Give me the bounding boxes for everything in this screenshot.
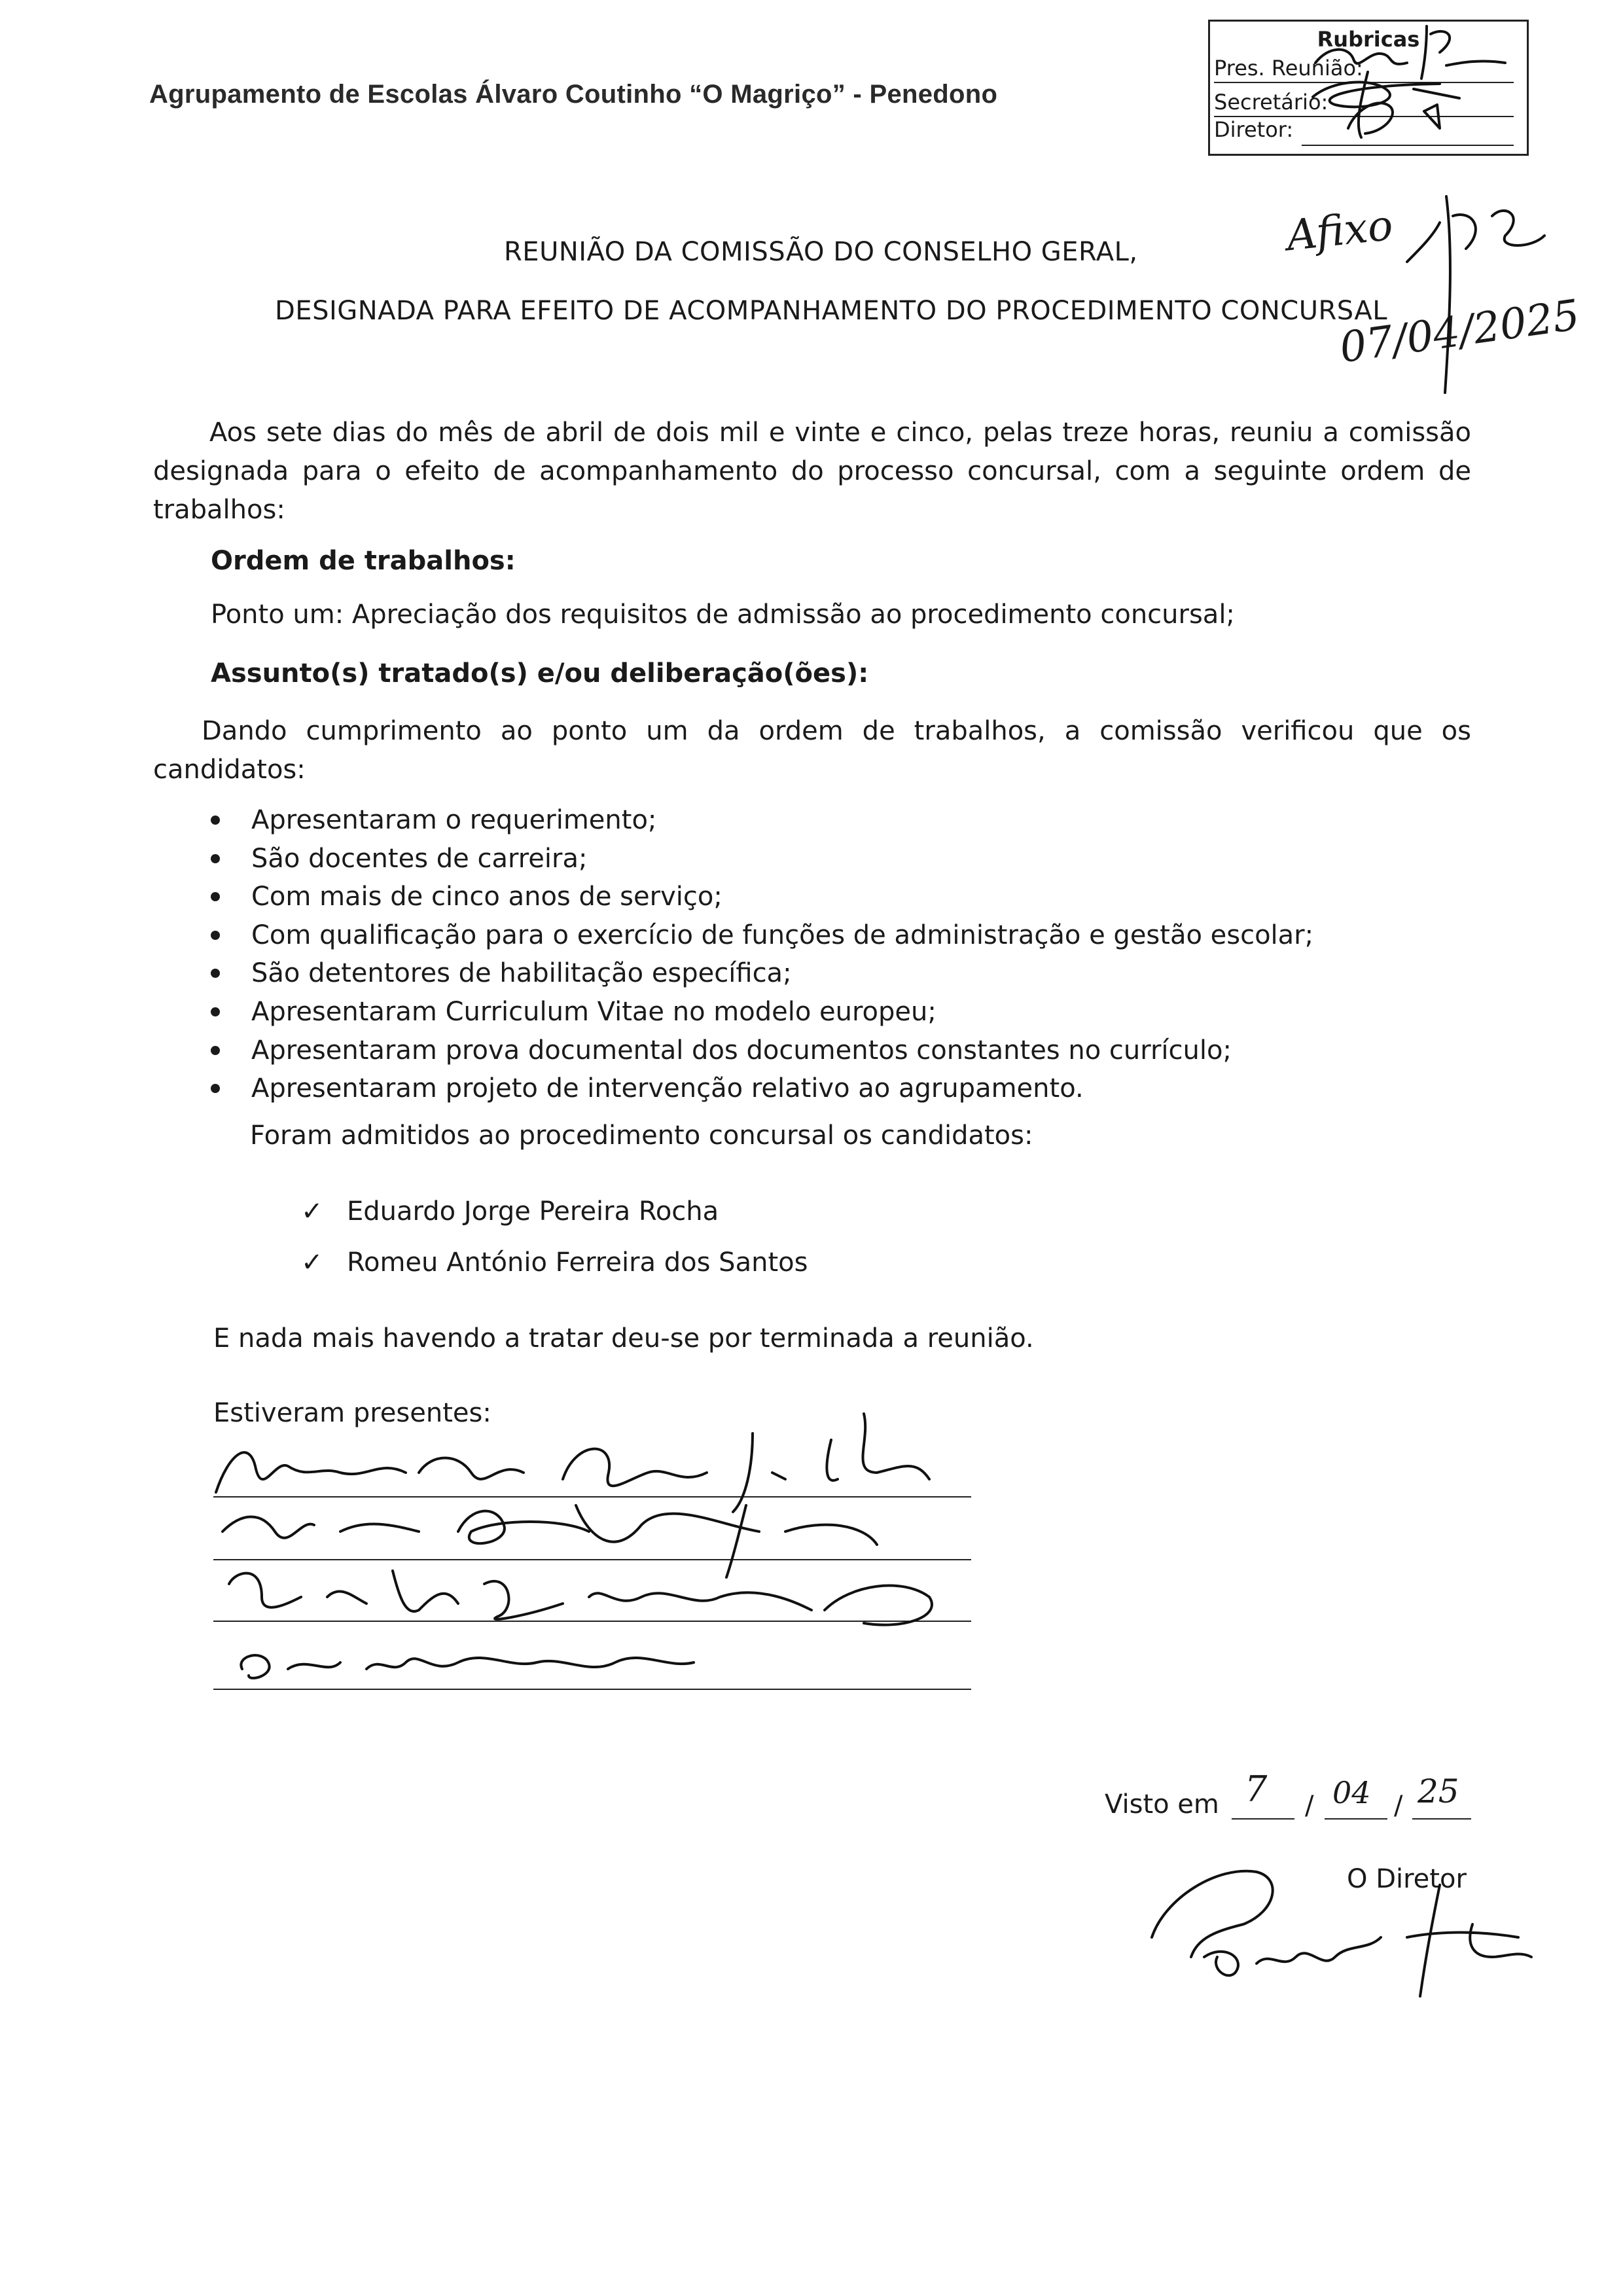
school-name: Agrupamento de Escolas Álvaro Coutinho “O Magriço” - Penedono — [149, 80, 998, 109]
intro-paragraph: Aos sete dias do mês de abril de dois mil e vinte e cinco, pelas treze horas, reuniu a comissão designada para o efeito de acompanhamento do processo concursal, com a seguinte ordem de trabalhos: — [153, 418, 1471, 525]
list-item: Com mais de cinco anos de serviço; — [211, 878, 1313, 916]
checkmark-icon: ✓ — [301, 1196, 323, 1227]
visto-sep: / — [1305, 1791, 1314, 1821]
signature — [1152, 1871, 1531, 1996]
visto-sep: / — [1394, 1791, 1403, 1821]
present-label: Estiveram presentes: — [213, 1398, 491, 1428]
rubricas-title: Rubricas — [1317, 27, 1420, 52]
list-item: Apresentaram projeto de intervenção relativo ao agrupamento. — [211, 1069, 1313, 1108]
signature — [223, 1505, 877, 1577]
list-item: Com qualificação para o exercício de funções de administração e gestão escolar; — [211, 916, 1313, 955]
admitted-intro: Foram admitidos ao procedimento concursal os candidatos: — [250, 1121, 1033, 1151]
closing-text: E nada mais havendo a tratar deu-se por terminada a reunião. — [213, 1323, 1034, 1354]
list-item: São docentes de carreira; — [211, 840, 1313, 878]
agenda-heading: Ordem de trabalhos: — [211, 546, 516, 576]
visto-month-handwritten: 04 — [1332, 1775, 1371, 1810]
list-item: Apresentaram prova documental dos documentos constantes no currículo; — [211, 1031, 1313, 1070]
subjects-heading: Assunto(s) tratado(s) e/ou deliberação(ões): — [211, 658, 869, 689]
checkmark-icon: ✓ — [301, 1247, 323, 1278]
signature — [216, 1414, 929, 1512]
visto-label: Visto em — [1105, 1789, 1219, 1820]
subjects-intro: Dando cumprimento ao ponto um da ordem de trabalhos, a comissão verificou que os candidatos: — [153, 716, 1471, 785]
list-item: São detentores de habilitação específica; — [211, 954, 1313, 993]
signature — [1315, 26, 1505, 79]
signature — [229, 1571, 932, 1625]
list-item: Apresentaram o requerimento; — [211, 801, 1313, 840]
visto-day-handwritten: 7 — [1245, 1768, 1268, 1810]
agenda-item: Ponto um: Apreciação dos requisitos de admissão ao procedimento concursal; — [211, 600, 1235, 630]
rubricas-dir-label: Diretor: — [1214, 117, 1294, 142]
document-title-line2: DESIGNADA PARA EFEITO DE ACOMPANHAMENTO DO PROCEDIMENTO CONCURSAL — [275, 296, 1388, 326]
candidate-name: Romeu António Ferreira dos Santos — [347, 1247, 808, 1278]
visto-year-handwritten: 25 — [1418, 1772, 1459, 1810]
rubricas-pres-label: Pres. Reunião: — [1214, 56, 1363, 81]
signature — [1407, 196, 1544, 393]
handwritten-afixo: Afixo — [1284, 201, 1395, 261]
document-title-line1: REUNIÃO DA COMISSÃO DO CONSELHO GERAL, — [504, 237, 1138, 267]
candidate-name: Eduardo Jorge Pereira Rocha — [347, 1196, 719, 1227]
signature — [241, 1655, 694, 1678]
list-item: Apresentaram Curriculum Vitae no modelo europeu; — [211, 993, 1313, 1031]
director-label: O Diretor — [1347, 1864, 1467, 1894]
handwritten-date: 07/04/2025 — [1336, 291, 1583, 373]
rubricas-sec-label: Secretário: — [1214, 90, 1329, 115]
